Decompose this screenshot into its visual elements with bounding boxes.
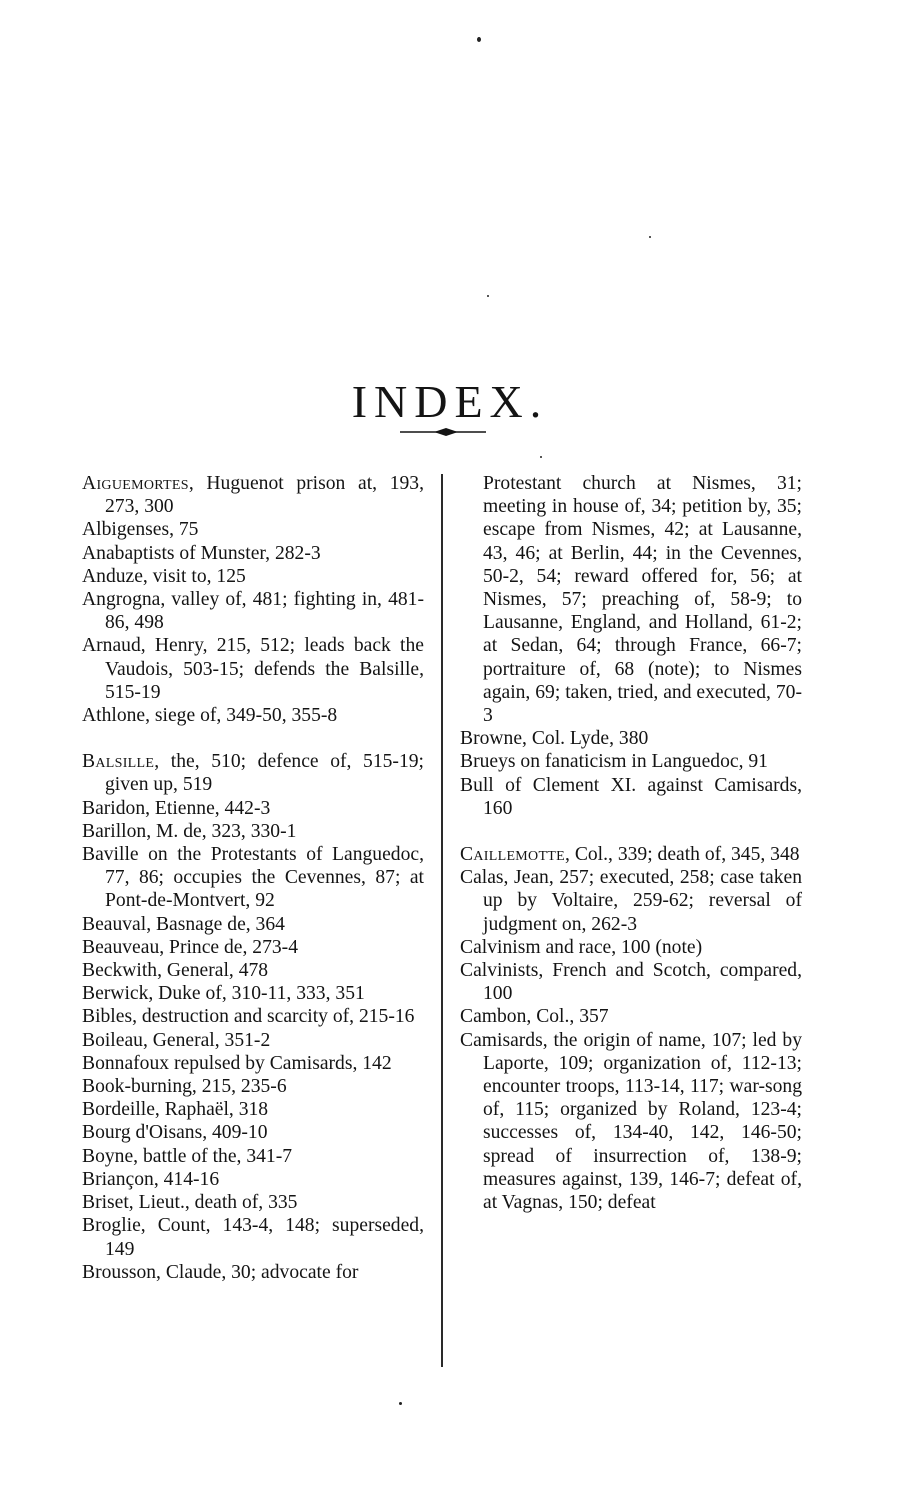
index-entry-text: Broglie, Count, 143-4, 148; superseded, 149: [82, 1215, 424, 1260]
index-entry: [82, 843, 424, 913]
page-speck: [487, 295, 489, 297]
page-speck: [649, 236, 651, 238]
column-divider: [441, 474, 443, 1367]
index-entry: [82, 750, 424, 796]
index-entry: [82, 1168, 424, 1191]
page-title: INDEX.: [351, 375, 549, 427]
index-letter-gap: [82, 727, 424, 750]
index-entry: [82, 1145, 424, 1168]
index-entry: [82, 565, 424, 588]
index-entry: [460, 1029, 802, 1215]
index-letter-gap: [460, 820, 802, 843]
index-entry-text: Beauval, Basnage de, 364: [82, 913, 285, 935]
index-entry: [82, 1075, 424, 1098]
index-entry-text: Briançon, 414-16: [82, 1168, 220, 1190]
index-entry: [82, 1029, 424, 1052]
index-entry: [460, 750, 802, 773]
index-entry-text: Angrogna, valley of, 481; fighting in, 481-86, 498: [82, 589, 424, 634]
index-entry-text: Barillon, M. de, 323, 330-1: [82, 820, 297, 842]
index-entry-text: Bibles, destruction and scarcity of, 215-16: [82, 1006, 415, 1028]
index-entry-text: Arnaud, Henry, 215, 512; leads back the Vaudois, 503-15; defends the Balsille, 515-19: [82, 635, 424, 703]
index-entry-text: Baville on the Protestants of Languedoc, 77, 86; occupies the Cevennes, 87; at Pont-de-Montvert, 92: [82, 844, 424, 912]
index-entry: [82, 518, 424, 541]
index-column-right: [460, 472, 802, 1214]
index-entry-text: Book-burning, 215, 235-6: [82, 1076, 287, 1098]
index-entry: [460, 866, 802, 936]
index-entry-text: Bordeille, Raphaël, 318: [82, 1099, 269, 1121]
index-entry-text: Albigenses, 75: [82, 519, 199, 541]
index-entry: [460, 843, 802, 866]
index-entry: [82, 588, 424, 634]
index-entry: [82, 936, 424, 959]
index-entry: [82, 820, 424, 843]
index-entry: [82, 1214, 424, 1260]
index-entry-text: Calvinism and race, 100 (note): [460, 936, 703, 958]
index-entry-text: Boileau, General, 351-2: [82, 1029, 271, 1051]
index-entry-text: Calas, Jean, 257; executed, 258; case taken up by Voltaire, 259-62; reversal of judgment on, 262-3: [460, 867, 802, 935]
index-entry-text: , Huguenot prison at, 193, 273, 300: [105, 473, 424, 518]
index-entry: [460, 472, 802, 727]
index-entry: [460, 774, 802, 820]
index-column-left: [82, 472, 424, 1284]
index-entry: [460, 959, 802, 1005]
index-entry-text: Bonnafoux repulsed by Camisards, 142: [82, 1052, 392, 1074]
index-entry-text: , the, 510; defence of, 515-19; given up, 519: [105, 751, 424, 796]
page-speck: [399, 1402, 402, 1405]
index-entry-text: Brueys on fanaticism in Languedoc, 91: [460, 751, 768, 773]
index-entry: [82, 542, 424, 565]
index-entry: [82, 634, 424, 704]
index-entry: [82, 1098, 424, 1121]
index-entry-text: Brousson, Claude, 30; advocate for: [82, 1261, 359, 1283]
index-entry-text: , Col., 339; death of, 345, 348: [565, 844, 800, 866]
index-entry: [82, 913, 424, 936]
index-entry-head: Caillemotte: [460, 844, 566, 866]
index-entry-text: Baridon, Etienne, 442-3: [82, 797, 271, 819]
title-ornament-icon: [398, 424, 488, 440]
index-entry-text: Bourg d'Oisans, 409-10: [82, 1122, 268, 1144]
index-entry-text: Cambon, Col., 357: [460, 1006, 609, 1028]
index-entry-text: Protestant church at Nismes, 31; meeting in house of, 34; petition by, 35; escape from Nismes, 42; at Lausanne, 43, 46; at Berlin, 44; in the Cevennes, 50-2, 54; reward offered for, 56; at Nismes, 57; preaching of, 58-9; to Lausanne, England, and Holland, 61-2; at Sedan, 64; through France, 66-7; portraiture of, 68 (note); to Nismes again, 69; taken, tried, and executed, 70-3: [483, 473, 802, 727]
index-entry-head: Aiguemortes: [82, 473, 189, 494]
index-entry: [82, 1261, 424, 1284]
page-speck: [540, 456, 542, 458]
index-entry-text: Anabaptists of Munster, 282-3: [82, 542, 321, 564]
index-entry: [82, 797, 424, 820]
index-entry-text: Athlone, siege of, 349-50, 355-8: [82, 705, 338, 727]
index-entry-text: Calvinists, French and Scotch, compared, 100: [460, 960, 802, 1005]
index-entry-text: Berwick, Duke of, 310-11, 333, 351: [82, 983, 365, 1005]
index-entry: [82, 1191, 424, 1214]
index-entry: [82, 1052, 424, 1075]
index-entry: [82, 1005, 424, 1028]
index-entry-text: Boyne, battle of the, 341-7: [82, 1145, 293, 1167]
index-entry: [82, 959, 424, 982]
index-entry: [460, 727, 802, 750]
index-entry: [460, 1005, 802, 1028]
index-entry-text: Browne, Col. Lyde, 380: [460, 728, 649, 750]
index-entry-text: Anduze, visit to, 125: [82, 565, 246, 587]
index-entry-text: Briset, Lieut., death of, 335: [82, 1192, 298, 1214]
index-entry: [82, 704, 424, 727]
index-entry-text: Beckwith, General, 478: [82, 960, 269, 982]
index-entry: [460, 936, 802, 959]
index-entry-text: Beauveau, Prince de, 273-4: [82, 936, 299, 958]
index-entry-head: Balsille: [82, 751, 155, 773]
index-entry: [82, 982, 424, 1005]
index-entry-text: Camisards, the origin of name, 107; led by Laporte, 109; organization of, 112-13; encounter troops, 113-14, 117; war-song of, 115; organized by Roland, 123-4; successes of, 134-40, 142, 146-50; spread of insurrection of, 138-9; measures against, 139, 146-7; defeat of, at Vagnas, 150; defeat: [460, 1029, 802, 1214]
index-entry-text: Bull of Clement XI. against Camisards, 160: [460, 774, 802, 819]
index-entry: [82, 1121, 424, 1144]
page-speck: [477, 37, 481, 42]
index-entry: [82, 472, 424, 518]
